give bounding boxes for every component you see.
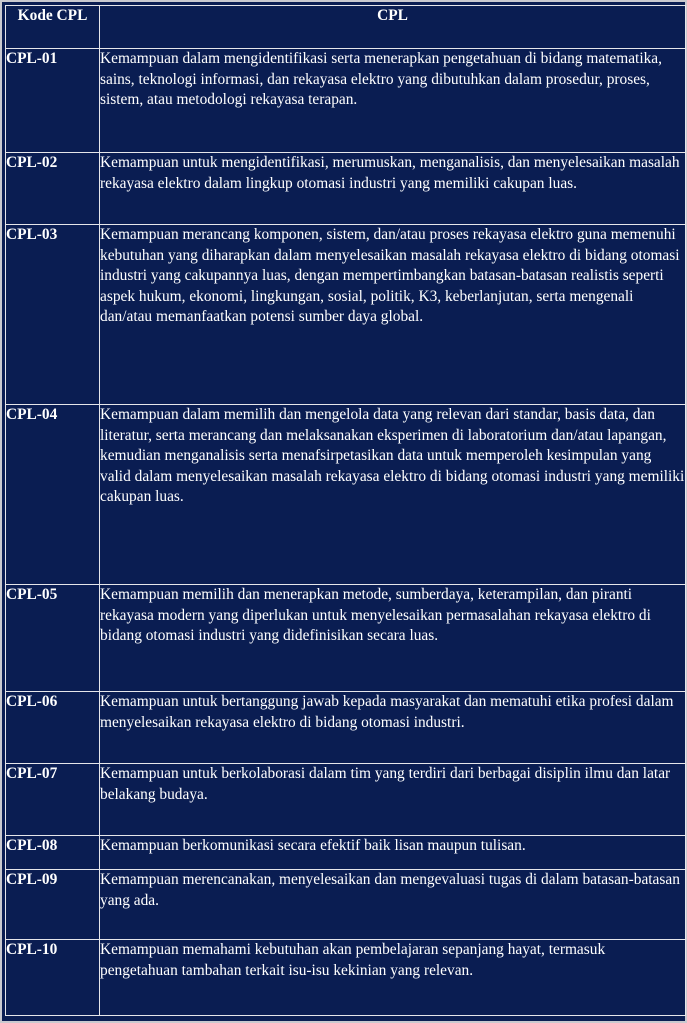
row-description: Kemampuan memahami kebutuhan akan pembelajaran sepanjang hayat, termasuk pengetahuan tambahan terkait isu-isu kekinian yang relevan. xyxy=(100,940,686,1016)
row-description: Kemampuan dalam mengidentifikasi serta menerapkan pengetahuan di bidang matematika, sains, teknologi informasi, dan rekayasa elektro yang dibutuhkan dalam prosedur, proses, sistem, atau metodologi rekayasa terapan. xyxy=(100,49,686,153)
table-row xyxy=(6,153,686,225)
row-description: Kemampuan untuk mengidentifikasi, merumuskan, menganalisis, dan menyelesaikan masalah rekayasa elektro dalam lingkup otomasi industri yang memiliki cakupan luas. xyxy=(100,153,686,225)
table-row xyxy=(6,49,686,153)
row-description: Kemampuan dalam memilih dan mengelola data yang relevan dari standar, basis data, dan literatur, serta merancang dan melaksanakan eksperimen di laboratorium dan/atau lapangan, kemudian menganalisis serta menafsirpetasikan data untuk memperoleh kesimpulan yang valid dalam menyelesaikan masalah rekayasa elektro di bidang otomasi industri yang memiliki cakupan luas. xyxy=(100,405,686,585)
row-code: CPL-05 xyxy=(6,585,100,692)
table-row xyxy=(6,870,686,940)
table-row xyxy=(6,692,686,764)
table-row xyxy=(6,764,686,836)
row-description: Kemampuan berkomunikasi secara efektif baik lisan maupun tulisan. xyxy=(100,836,686,870)
table-row xyxy=(6,585,686,692)
table-header-row xyxy=(6,6,686,49)
row-description: Kemampuan memilih dan menerapkan metode, sumberdaya, keterampilan, dan piranti rekayasa modern yang diperlukan untuk menyelesaikan permasalahan rekayasa elektro di bidang otomasi industri yang didefinisikan secara luas. xyxy=(100,585,686,692)
table-row xyxy=(6,940,686,1016)
table-row xyxy=(6,405,686,585)
row-code: CPL-07 xyxy=(6,764,100,836)
header-code: Kode CPL xyxy=(6,6,100,49)
row-description: Kemampuan untuk berkolaborasi dalam tim yang terdiri dari berbagai disiplin ilmu dan latar belakang budaya. xyxy=(100,764,686,836)
table-row xyxy=(6,225,686,405)
row-code: CPL-08 xyxy=(6,836,100,870)
cpl-table xyxy=(5,5,686,1016)
row-description: Kemampuan merancang komponen, sistem, dan/atau proses rekayasa elektro guna memenuhi kebutuhan yang diharapkan dalam menyelesaikan masalah rekayasa elektro di bidang otomasi industri yang cakupannya luas, dengan mempertimbangkan batasan-batasan realistis seperti aspek hukum, ekonomi, lingkungan, sosial, politik, K3, keberlanjutan, serta mengenali dan/atau memanfaatkan potensi sumber daya global. xyxy=(100,225,686,405)
row-description: Kemampuan merencanakan, menyelesaikan dan mengevaluasi tugas di dalam batasan-batasan yang ada. xyxy=(100,870,686,940)
row-code: CPL-06 xyxy=(6,692,100,764)
header-description: CPL xyxy=(100,6,686,49)
row-code: CPL-03 xyxy=(6,225,100,405)
table-row xyxy=(6,836,686,870)
row-description: Kemampuan untuk bertanggung jawab kepada masyarakat dan mematuhi etika profesi dalam menyelesaikan rekayasa elektro di bidang otomasi industri. xyxy=(100,692,686,764)
row-code: CPL-10 xyxy=(6,940,100,1016)
row-code: CPL-04 xyxy=(6,405,100,585)
row-code: CPL-01 xyxy=(6,49,100,153)
row-code: CPL-09 xyxy=(6,870,100,940)
row-code: CPL-02 xyxy=(6,153,100,225)
